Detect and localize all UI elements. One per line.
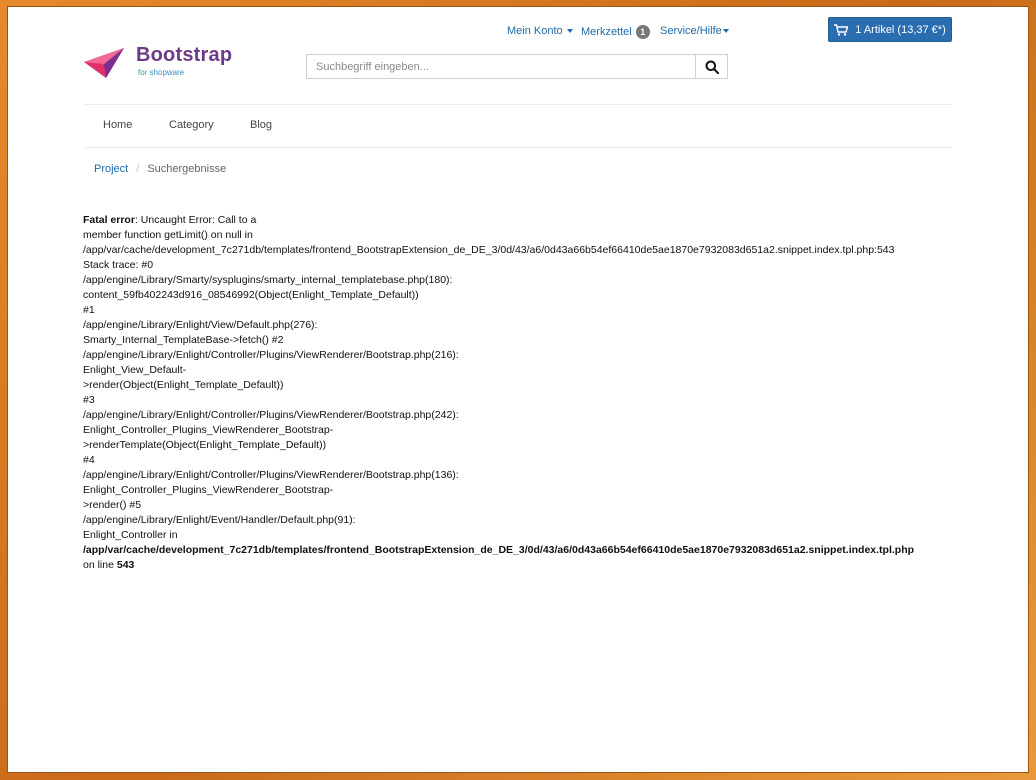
error-line — [83, 558, 983, 573]
error-line: /app/engine/Library/Enlight/Controller/Plugins/ViewRenderer/Bootstrap.php(136): — [83, 469, 459, 481]
error-line: /app/engine/Library/Enlight/Controller/Plugins/ViewRenderer/Bootstrap.php(242): — [83, 409, 459, 421]
nav-item-blog[interactable]: Blog — [250, 119, 273, 131]
error-line: Enlight_Controller in — [83, 529, 178, 541]
error-line: #3 — [83, 394, 95, 406]
logo-subtitle: for shopware — [138, 68, 185, 77]
error-line: Enlight_Controller_Plugins_ViewRenderer_Bootstrap- — [83, 424, 334, 436]
error-line — [83, 213, 983, 228]
nav-divider-top — [84, 104, 952, 105]
breadcrumb-separator: / — [136, 163, 140, 175]
nav-item-home[interactable]: Home — [103, 119, 133, 131]
search-bar — [306, 54, 728, 79]
cart-label: 1 Artikel (13,37 €*) — [855, 23, 946, 36]
paper-plane-logo-icon — [84, 46, 126, 80]
search-button[interactable] — [695, 55, 727, 78]
error-heading: Fatal error — [83, 214, 135, 226]
error-line: #1 — [83, 304, 95, 316]
error-line: Enlight_Controller_Plugins_ViewRenderer_Bootstrap- — [83, 484, 334, 496]
error-line: /app/engine/Library/Enlight/Controller/Plugins/ViewRenderer/Bootstrap.php(216): — [83, 349, 459, 361]
shop-logo[interactable] — [84, 44, 244, 84]
cart-button[interactable] — [828, 17, 952, 42]
error-line: content_59fb402243d916_08546992(Object(Enlight_Template_Default)) — [83, 289, 419, 301]
error-line: >render(Object(Enlight_Template_Default)) — [83, 379, 284, 391]
error-line: /app/engine/Library/Smarty/sysplugins/smarty_internal_templatebase.php(180): — [83, 274, 453, 286]
browser-page — [7, 6, 1029, 773]
search-input[interactable] — [307, 55, 697, 78]
wishlist-count-badge: 1 — [636, 25, 650, 39]
account-menu[interactable] — [507, 25, 573, 37]
nav-divider-bottom — [84, 147, 952, 148]
breadcrumb — [94, 163, 226, 175]
fatal-error-message — [83, 213, 983, 573]
chevron-down-icon — [723, 29, 729, 33]
account-menu-label: Mein Konto — [507, 25, 563, 37]
error-first-line: : Uncaught Error: Call to a — [134, 214, 257, 226]
error-line: /app/engine/Library/Enlight/Event/Handler/Default.php(91): — [83, 514, 356, 526]
wishlist-link[interactable] — [581, 25, 650, 39]
error-line: Smarty_Internal_TemplateBase->fetch() #2 — [83, 334, 284, 346]
chevron-down-icon — [567, 29, 573, 33]
error-line-number: 543 — [116, 559, 135, 571]
error-line: >render() #5 — [83, 499, 142, 511]
service-menu-label: Service/Hilfe — [660, 25, 722, 37]
nav-item-category[interactable]: Category — [169, 119, 214, 131]
search-icon — [705, 60, 719, 74]
error-line: Stack trace: #0 — [83, 259, 154, 271]
error-file-path: /app/var/cache/development_7c271db/templates/frontend_BootstrapExtension_de_DE_3/0d/43/a6/0d43a66b54ef66410de5ae1870e7932083d651a2.snippet.index.tpl.php — [83, 544, 915, 556]
service-menu[interactable] — [660, 25, 729, 37]
error-line: /app/engine/Library/Enlight/View/Default.php(276): — [83, 319, 318, 331]
error-line: member function getLimit() on null in — [83, 229, 253, 241]
breadcrumb-current: Suchergebnisse — [147, 163, 227, 175]
wishlist-label: Merkzettel — [581, 26, 632, 38]
error-line: Enlight_View_Default- — [83, 364, 187, 376]
error-line: /app/var/cache/development_7c271db/templates/frontend_BootstrapExtension_de_DE_3/0d/43/a6/0d43a66b54ef66410de5ae1870e7932083d651a2.snippet.index.tpl.php:543 — [83, 244, 895, 256]
error-line — [83, 543, 983, 558]
error-line: #4 — [83, 454, 95, 466]
logo-title: Bootstrap — [136, 44, 233, 66]
error-line: >renderTemplate(Object(Enlight_Template_Default)) — [83, 439, 327, 451]
breadcrumb-link-project[interactable]: Project — [94, 163, 129, 175]
shopping-cart-icon — [834, 24, 848, 36]
error-online-prefix: on line — [83, 559, 117, 571]
